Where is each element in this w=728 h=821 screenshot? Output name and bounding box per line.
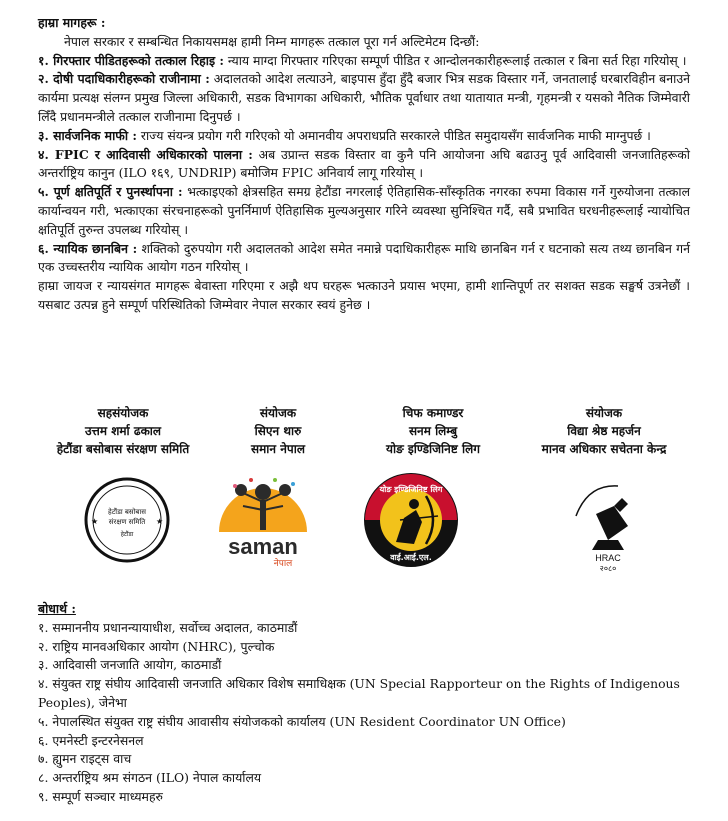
- logos-row: [38, 470, 690, 580]
- references-heading: बोधार्थ :: [38, 601, 76, 616]
- saman-logo-word: saman: [228, 534, 298, 559]
- reference-item: १. सम्माननीय प्रधानन्यायाधीश, सर्वोच्च अदालत, काठमाडौं: [38, 619, 298, 635]
- demands-intro: नेपाल सरकार र सम्बन्धित निकायसमक्ष हामी निम्न मागहरू तत्काल पूरा गर्न अल्टिमेटम दिन्छौं:: [64, 33, 480, 49]
- signatory: [518, 404, 690, 458]
- signatories: [38, 404, 690, 458]
- yil-logo: [356, 470, 466, 574]
- signatory-role: संयोजक: [259, 406, 297, 420]
- reference-item: ३. आदिवासी जनजाति आयोग, काठमाडौं: [38, 657, 222, 673]
- demand-body: भत्काइएको क्षेत्रसहित समग्र हेटौंडा नगरलाई ऐतिहासिक-साँस्कृतिक नगरका रुपमा विकास गर्ने गुरुयोजना तत्काल कार्यान्वयन गरी, भत्काएका संरचनाहरूको पुनर्निमार्ण ऐतिहासिक मुल्यअनुसार गरिने व्यवस्था सुनिश्चित गर्दै, सबै प्रभावित घरधनीहरूलाई न्यायोचित क्षतिपूर्ति तुरुन्त उपलब्ध गरियोस् ।: [38, 184, 690, 237]
- demand-item: [38, 183, 690, 239]
- hetauda-logo: [83, 476, 171, 568]
- demands-heading: हाम्रा मागहरू :: [38, 15, 106, 30]
- demand-item: [38, 127, 690, 146]
- demands-section: [38, 14, 690, 315]
- demand-body: अदालतको आदेश लत्याउने, बाइपास हुँदा हुँदै बजार भित्र सडक विस्तार गर्ने, जनतालाई घरबारविहीन बनाउने कार्यमा प्रत्यक्ष संलग्न प्रमुख जिल्ला अधिकारी, सडक विभागका अधिकारी, भौतिक पूर्वाधार तथा यातायात मन्त्री, गृहमन्त्री र यसको नैतिक जिम्मेवारी लिँदै प्रधानमन्त्रीले तत्काल राजीनामा दिनुपर्छ ।: [38, 71, 690, 124]
- closing-paragraph: हाम्रा जायज र न्यायसंगत मागहरू बेवास्ता गरिएमा र अझै थप घरहरू भत्काउने प्रयास भएमा, हामी शान्तिपूर्ण तर सशक्त सडक सङ्घर्ष उत्रनेछौं । यसबाट उत्पन्न हुने सम्पूर्ण परिस्थितिको जिम्मेवार नेपाल सरकार स्वयं हुनेछ ।: [38, 278, 690, 312]
- signatory: [208, 404, 348, 458]
- signatory: [38, 404, 208, 458]
- demand-item: [38, 146, 690, 184]
- yil-logo-bottom: वाई.आई.एल.: [390, 553, 432, 562]
- svg-text:★: ★: [156, 517, 164, 526]
- demand-title: ५. पूर्ण क्षतिपूर्ति र पुनर्स्थापना :: [38, 184, 183, 200]
- signatory-name: सिएन थारु: [254, 424, 302, 438]
- saman-logo-sub: नेपाल: [273, 559, 293, 569]
- hetauda-logo-line3: हेटौंडा: [120, 531, 134, 538]
- reference-item: ४. संयुक्त राष्ट्र संघीय आदिवासी जनजाति अधिकार विशेष समाधिक्षक (UN Special Rapporteur on the Rights of Indigenous Peoples), जेनेभा: [38, 676, 680, 710]
- signatory-org: योङ इण्डिजिनिष्ट लिग: [386, 442, 480, 456]
- demand-body: अब उप्रान्त सडक विस्तार वा कुनै पनि आयोजना अघि बढाउनु पूर्व आदिवासी जनजातिहरूको अन्तर्राष्ट्रिय कानुन (ILO १६९, UNDRIP) बमोजिम FPIC अनिवार्य लागू गरियोस् ।: [38, 146, 690, 181]
- demand-title: ३. सार्वजनिक माफी :: [38, 127, 137, 143]
- saman-logo: [213, 470, 313, 574]
- hrac-logo-label: HRAC: [595, 553, 621, 563]
- reference-item: ७. ह्युमन राइट्स वाच: [38, 751, 132, 767]
- demand-title: १. गिरफ्तार पीडितहरूको तत्काल रिहाइ :: [38, 52, 224, 68]
- demand-body: शक्तिको दुरुपयोग गरी अदालतको आदेश समेत नमान्ने पदाधिकारीहरू माथि छानबिन गर्न र घटनाको सत्य तथ्य छानबिन गर्न एक उच्चस्तरीय न्यायिक आयोग गठन गरियोस् ।: [38, 240, 690, 275]
- demand-title: ४. FPIC र आदिवासी अधिकारको पालना :: [38, 146, 253, 162]
- signatory-org: समान नेपाल: [251, 442, 305, 456]
- signatory-role: चिफ कमाण्डर: [402, 406, 464, 420]
- demand-item: [38, 52, 690, 71]
- signatory-name: सनम लिम्बु: [408, 424, 458, 438]
- demand-title: ६. न्यायिक छानबिन :: [38, 240, 138, 256]
- references-list: [38, 619, 690, 807]
- reference-item: ९. सम्पूर्ण सञ्चार माध्यमहरु: [38, 788, 163, 804]
- signatory: [348, 404, 518, 458]
- signatory-org: मानव अधिकार सचेतना केन्द्र: [541, 442, 667, 456]
- reference-item: ८. अन्तर्राष्ट्रिय श्रम संगठन (ILO) नेपाल कार्यालय: [38, 770, 262, 786]
- demand-body: न्याय माग्दा गिरफ्तार गरिएका सम्पूर्ण पीडित र आन्दोलनकारीहरूलाई तत्काल र बिना सर्त रिहा गरियोस् ।: [223, 52, 687, 68]
- hrac-logo: [568, 476, 648, 576]
- demand-body: राज्य संयन्त्र प्रयोग गरी गरिएको यो अमानवीय अपराधप्रति सरकारले पीडित समुदायसँग सार्वजनिक माफी माग्नुपर्छ ।: [136, 127, 651, 143]
- hetauda-logo-line1: हेटौंडा बसोबास: [108, 508, 146, 516]
- references-section: [38, 600, 690, 807]
- signatory-name: विद्या श्रेष्ठ महर्जन: [567, 424, 641, 438]
- signatory-role: संयोजक: [585, 406, 623, 420]
- signatory-name: उत्तम शर्मा ढकाल: [84, 424, 162, 438]
- reference-item: ६. एमनेस्टी इन्टरनेसनल: [38, 732, 144, 748]
- demand-title: २. दोषी पदाधिकारीहरूको राजीनामा :: [38, 71, 210, 87]
- demand-item: [38, 70, 690, 126]
- demand-item: [38, 240, 690, 278]
- signatory-role: सहसंयोजक: [97, 406, 149, 420]
- hands-icon: [596, 506, 628, 540]
- reference-item: ५. नेपालस्थित संयुक्त राष्ट्र संघीय आवासीय संयोजकको कार्यालय (UN Resident Coordinator UN Office): [38, 713, 566, 729]
- svg-text:★: ★: [91, 517, 99, 526]
- reference-item: २. राष्ट्रिय मानवअधिकार आयोग (NHRC), पुल्चोक: [38, 638, 275, 654]
- hetauda-logo-line2: संरक्षण समिति: [108, 518, 146, 526]
- yil-logo-top: योङ इण्डिजिनिष्ट लिग: [379, 485, 443, 494]
- hrac-logo-year: २०८०: [599, 564, 617, 572]
- signatory-org: हेटौंडा बसोबास संरक्षण समिति: [56, 442, 190, 456]
